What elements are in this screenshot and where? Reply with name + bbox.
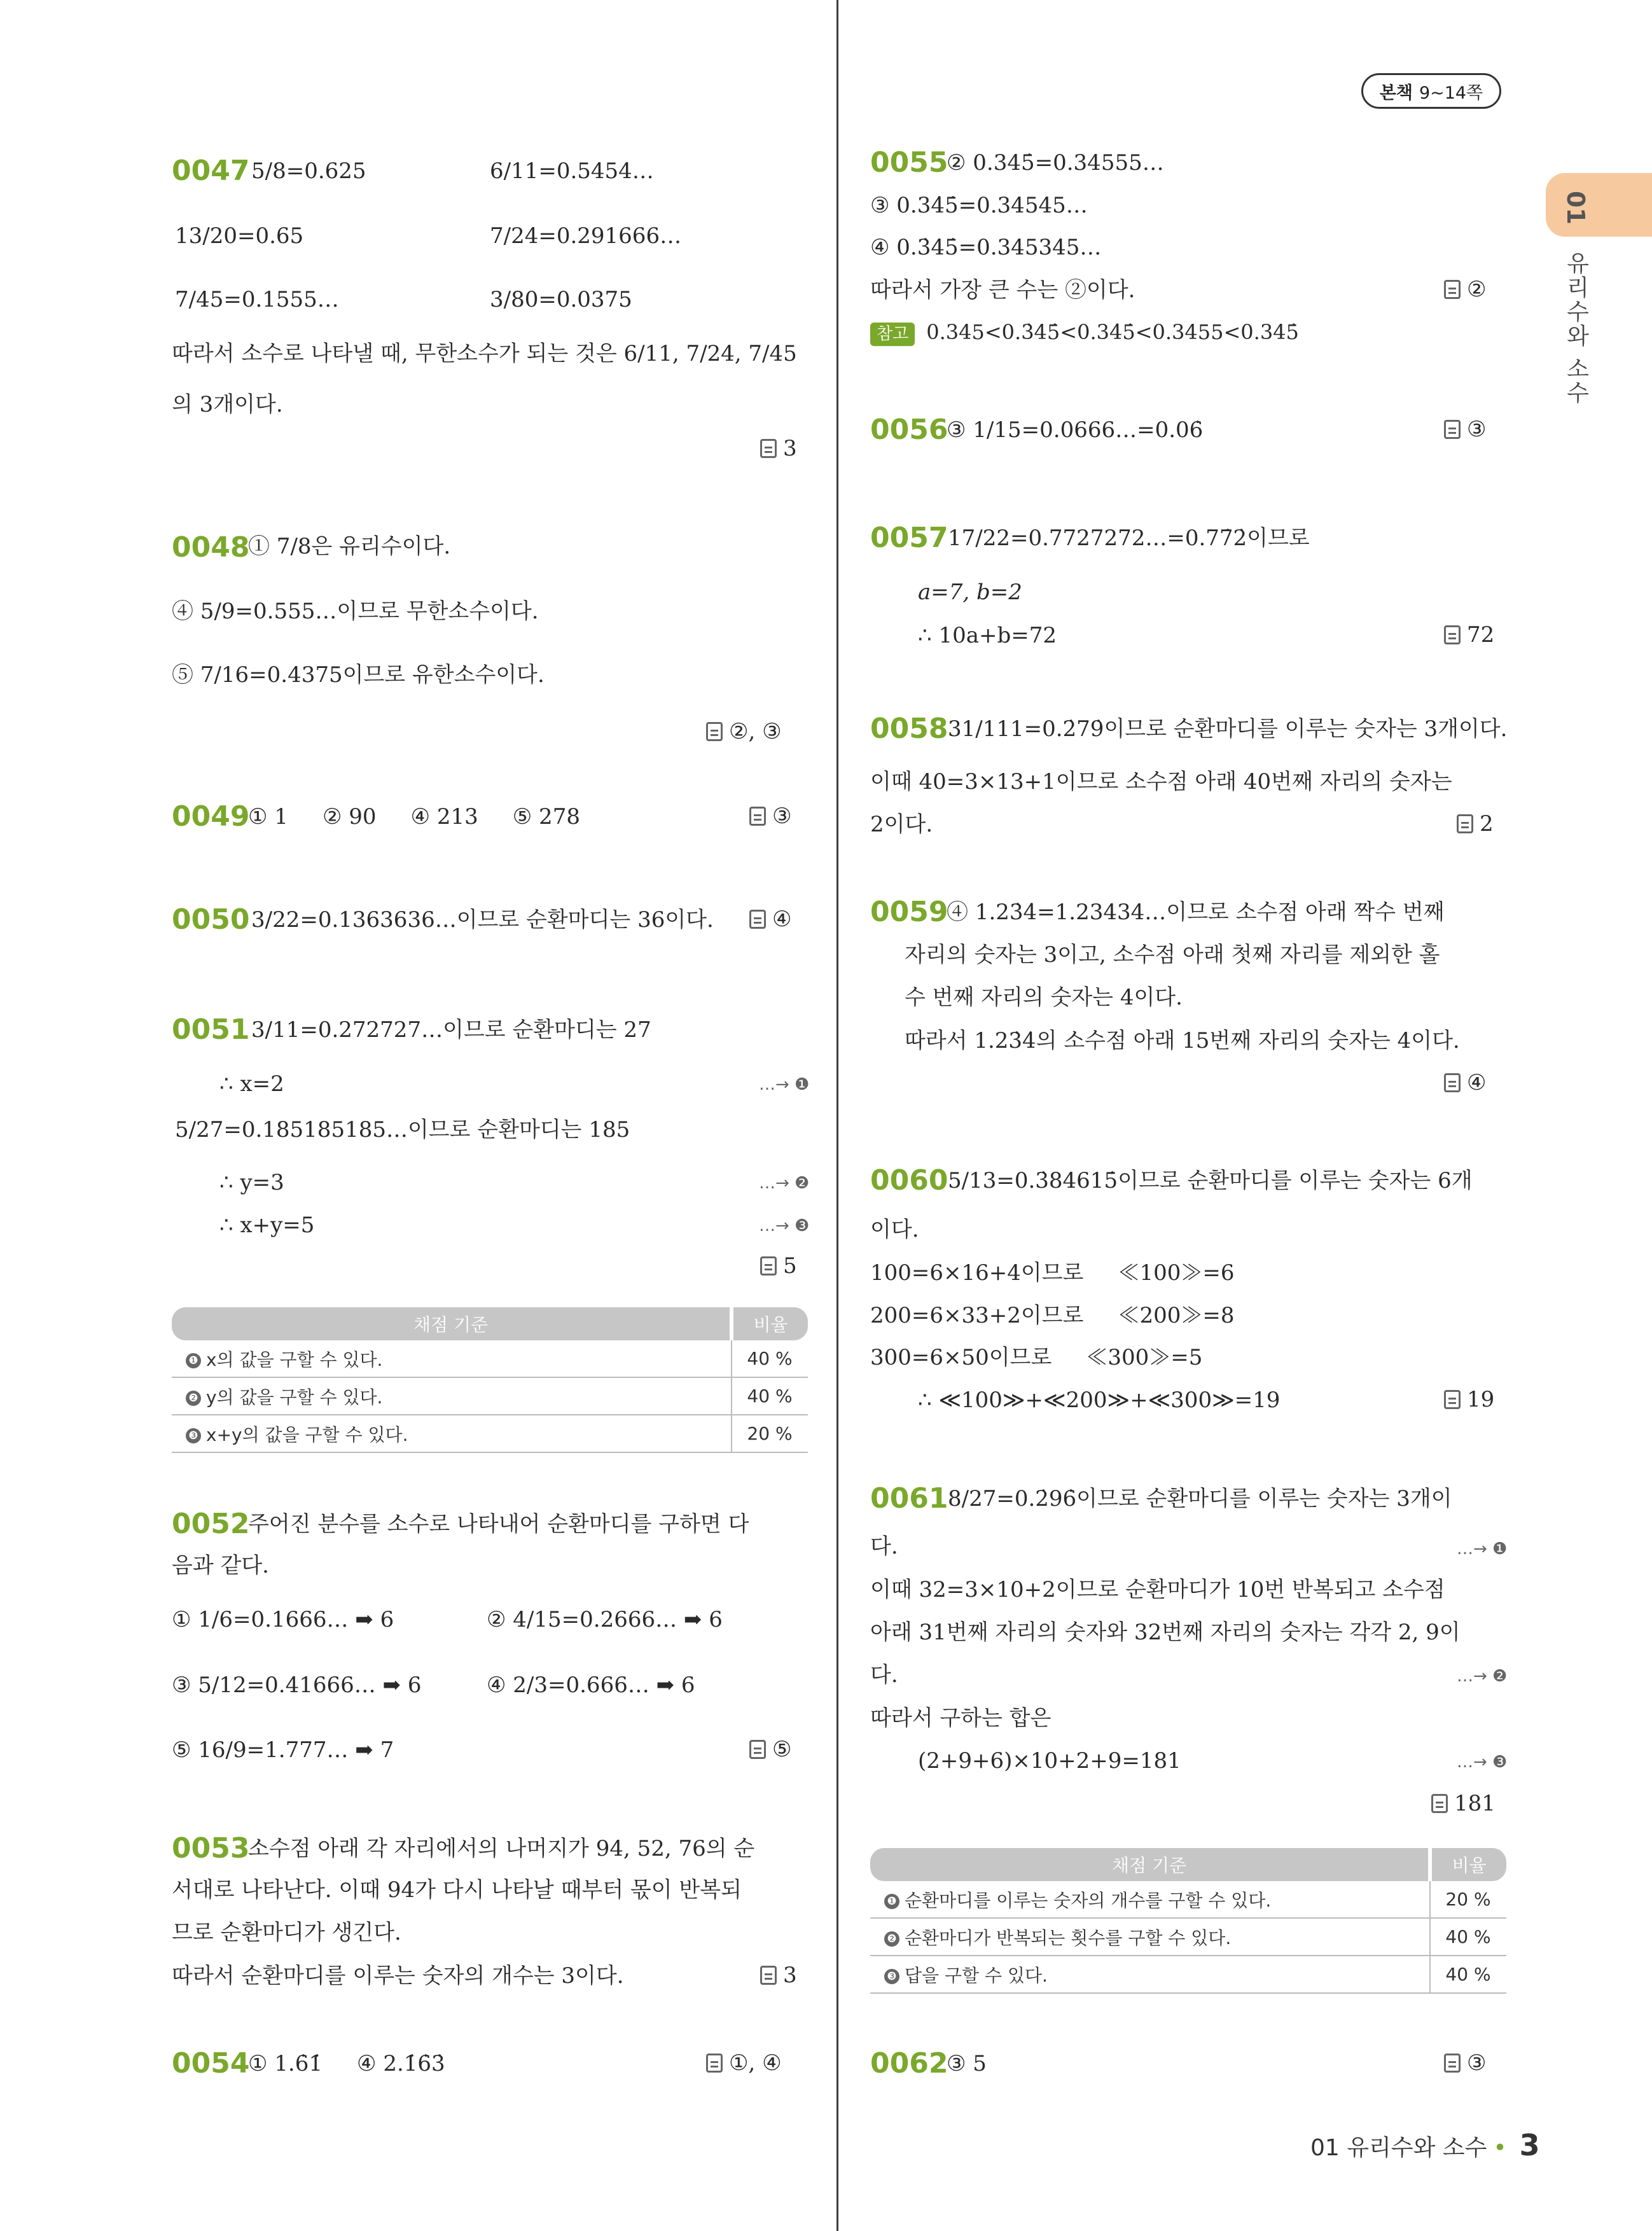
solution-line: 따라서 가장 큰 수는 ②이다. [870, 277, 1135, 303]
solution-line: ∴ x=2 [219, 1071, 284, 1097]
column-divider [836, 0, 838, 2231]
problem-number: 0057 [870, 522, 948, 554]
problem-number: 0059 [870, 896, 948, 928]
solution-line: ④ 0.3̇45̇=0.345345… [870, 235, 1102, 260]
solution-line: 므로 순환마디가 생긴다. [172, 1920, 401, 1945]
solution-line: ① 7/8은 유리수이다. [248, 534, 451, 559]
solution-line: 수 번째 자리의 숫자는 4이다. [905, 985, 1183, 1010]
answer-icon [1444, 280, 1461, 299]
footer-dot: • [1493, 2135, 1507, 2161]
problem-number: 0052 [172, 1508, 250, 1540]
answer: 3 [760, 436, 797, 461]
solution-line: ④ 5/9=0.555…이므로 무한소수이다. [172, 599, 539, 624]
solution-line: ∴ x+y=5 [219, 1213, 315, 1238]
step-marker: …→ ❶ [1457, 1539, 1508, 1559]
problem-number: 0053 [172, 1832, 250, 1865]
solution-line: ④ 1.23̇4̇=1.23434…이므로 소수점 아래 짝수 번째 [947, 900, 1445, 925]
answer-icon [749, 910, 766, 929]
solution-line: 이때 32=3×10+2이므로 순환마디가 10번 반복되고 소수점 [870, 1577, 1445, 1602]
answer-icon [1444, 625, 1461, 644]
answer: 3 [760, 1963, 797, 1988]
answer-icon [749, 1740, 766, 1759]
answer-icon [1444, 420, 1461, 439]
answer: ② [1444, 277, 1486, 302]
answer: ④ [1444, 1070, 1486, 1095]
answer-icon [749, 807, 766, 826]
problem-number: 0051 [172, 1013, 250, 1046]
problem-number: 0056 [870, 414, 948, 446]
solution-line: 7/45=0.1555… [175, 287, 339, 312]
solution-line: ③ 5/12=0.41666… ➡ 6 [172, 1672, 422, 1698]
answer-icon [1444, 2054, 1461, 2073]
solution-line: 5/8=0.625 [251, 158, 366, 184]
solution-line: 7/24=0.291666… [490, 223, 682, 249]
solution-line: 3/11=0.272727…이므로 순환마디는 27 [251, 1017, 651, 1043]
problem-number: 0062 [870, 2047, 948, 2080]
answer-icon [1431, 1794, 1448, 1813]
chapter-name: 유리수와 소수 [1563, 251, 1589, 405]
solution-line: 자리의 숫자는 3이고, 소수점 아래 첫째 자리를 제외한 홀 [905, 942, 1440, 968]
solution-line: 31/111=0.2̇79̇이므로 순환마디를 이루는 숫자는 3개이다. [948, 716, 1508, 742]
answer-icon [706, 722, 723, 741]
answer-icon [760, 1966, 777, 1985]
solution-line: ∴ y=3 [219, 1170, 284, 1195]
solution-line: ① 1 ② 90 ④ 213 ⑤ 278 [248, 804, 580, 830]
step-marker: …→ ❷ [759, 1174, 810, 1193]
solution-line: 의 3개이다. [172, 392, 283, 417]
scoring-rubric: 채점 기준 비율 ❶ 순환마디를 이루는 숫자의 개수를 구할 수 있다. 20 % ❷ 순환마디가 반복되는 횟수를 구할 수 있다. 40 % ❸ 답을 구할 수 있다. 40 % [870, 1848, 1506, 1994]
solution-line: (2+9+6)×10+2+9=181 [918, 1748, 1181, 1774]
answer: 72 [1444, 622, 1494, 648]
reference-badge: 본책 9~14쪽 [1361, 73, 1501, 109]
solution-line: 따라서 소수로 나타낼 때, 무한소수가 되는 것은 6/11, 7/24, 7/45 [172, 341, 797, 366]
solution-line: 13/20=0.65 [175, 223, 304, 249]
problem-number: 0047 [172, 155, 250, 187]
solution-line: 따라서 1.23̇4̇의 소수점 아래 15번째 자리의 숫자는 4이다. [905, 1028, 1460, 1053]
page-footer: 01 유리수와 소수 • 3 [1310, 2128, 1540, 2162]
problem-number: 0061 [870, 1482, 948, 1515]
solution-line: 17/22=0.7727272…=0.77̇2̇이므로 [948, 525, 1310, 551]
step-marker: …→ ❸ [1457, 1753, 1508, 1772]
solution-line: a=7, b=2 [918, 580, 1022, 605]
solution-line: 다. [870, 1662, 898, 1688]
solution-line: ∴ ≪100≫+≪200≫+≪300≫=19 [918, 1387, 1281, 1413]
solution-line: 3/80=0.0375 [490, 287, 632, 312]
answer: 5 [760, 1253, 797, 1279]
scoring-rubric: 채점 기준 비율 ❶ x의 값을 구할 수 있다. 40 % ❷ y의 값을 구할 수 있다. 40 % ❸ x+y의 값을 구할 수 있다. 20 % [172, 1307, 808, 1453]
solution-line: ② 4/15=0.2666… ➡ 6 [487, 1607, 723, 1632]
solution-line: 서대로 나타난다. 이때 94가 다시 나타날 때부터 몫이 반복되 [172, 1877, 742, 1903]
solution-line: 8/27=0.2̇96̇이므로 순환마디를 이루는 숫자는 3개이 [948, 1486, 1452, 1512]
solution-line: ④ 2/3=0.666… ➡ 6 [487, 1672, 695, 1698]
problem-number: 0058 [870, 712, 948, 745]
answer-icon [706, 2054, 723, 2073]
solution-line: 100=6×16+4이므로 ≪100≫=6 [870, 1260, 1235, 1286]
problem-number: 0054 [172, 2047, 250, 2080]
answer: ④ [749, 907, 791, 932]
note-line: 참고 0.345<0.3̇45̇<0.34̇5̇<0.3455<0.345̇ [870, 319, 1299, 346]
solution-line: ⑤ 16/9=1.777… ➡ 7 [172, 1737, 394, 1763]
problem-number: 0060 [870, 1164, 948, 1197]
chapter-number: 01 [1562, 191, 1590, 225]
solution-line: 300=6×50이므로 ≪300≫=5 [870, 1345, 1203, 1370]
solution-line: 다. [870, 1534, 898, 1559]
solution-line: ③ 5 [947, 2051, 987, 2076]
solution-line: 따라서 순환마디를 이루는 숫자의 개수는 3이다. [172, 1963, 624, 1989]
step-marker: …→ ❶ [759, 1075, 810, 1094]
answer: 19 [1444, 1387, 1494, 1412]
solution-line: 주어진 분수를 소수로 나타내어 순환마디를 구하면 다 [248, 1512, 749, 1537]
solution-line: 이다. [870, 1217, 919, 1242]
solution-line: 소수점 아래 각 자리에서의 나머지가 94, 52, 76의 순 [248, 1836, 755, 1861]
solution-line: 200=6×33+2이므로 ≪200≫=8 [870, 1303, 1235, 1328]
solution-line: 6/11=0.5454… [490, 158, 654, 184]
problem-number: 0048 [172, 531, 250, 564]
answer: ①, ④ [706, 2050, 782, 2076]
answer: ②, ③ [706, 719, 782, 744]
solution-line: 따라서 구하는 합은 [870, 1706, 1052, 1731]
answer: ③ [1444, 2050, 1486, 2076]
answer-icon [1444, 1073, 1461, 1092]
solution-line: ⑤ 7/16=0.4375이므로 유한소수이다. [172, 662, 545, 688]
solution-line: 5/13=0.3̇84615̇이므로 순환마디를 이루는 숫자는 6개 [948, 1168, 1473, 1193]
solution-line: 아래 31번째 자리의 숫자와 32번째 자리의 숫자는 각각 2, 9이 [870, 1620, 1461, 1645]
problem-number: 0049 [172, 800, 250, 833]
page-number: 3 [1519, 2128, 1540, 2162]
solution-line: 이때 40=3×13+1이므로 소수점 아래 40번째 자리의 숫자는 [870, 769, 1452, 795]
answer: ③ [1444, 417, 1486, 442]
solution-line: 3/22=0.1363636…이므로 순환마디는 36이다. [251, 907, 714, 933]
note-badge: 참고 [870, 323, 915, 346]
answer-icon [1444, 1390, 1461, 1409]
step-marker: …→ ❷ [1457, 1667, 1508, 1686]
solution-line: 음과 같다. [172, 1553, 269, 1578]
answer-icon [760, 439, 777, 458]
problem-number: 0050 [172, 903, 250, 936]
solution-line: ∴ 10a+b=72 [918, 623, 1057, 648]
solution-line: ③ 0.34̇5̇=0.34545… [870, 193, 1088, 218]
solution-line: 5/27=0.185185185…이므로 순환마디는 185 [175, 1117, 630, 1143]
answer-icon [760, 1256, 777, 1275]
answer: ③ [749, 803, 791, 829]
solution-line: ① 1/6=0.1666… ➡ 6 [172, 1607, 394, 1632]
answer-icon [1457, 814, 1473, 833]
answer: 181 [1431, 1791, 1496, 1816]
answer: 2 [1457, 811, 1494, 837]
solution-line: ③ 1/15=0.0666…=0.06̇ [947, 417, 1204, 443]
step-marker: …→ ❸ [759, 1216, 810, 1235]
answer: ⑤ [749, 1737, 791, 1762]
solution-line: 2이다. [870, 812, 933, 837]
solution-line: ① 1.6̇1̇ ④ 2.1̇6̇3̇ [248, 2051, 445, 2076]
solution-line: ② 0.345̇=0.34555… [947, 150, 1164, 176]
problem-number: 0055 [870, 146, 948, 179]
